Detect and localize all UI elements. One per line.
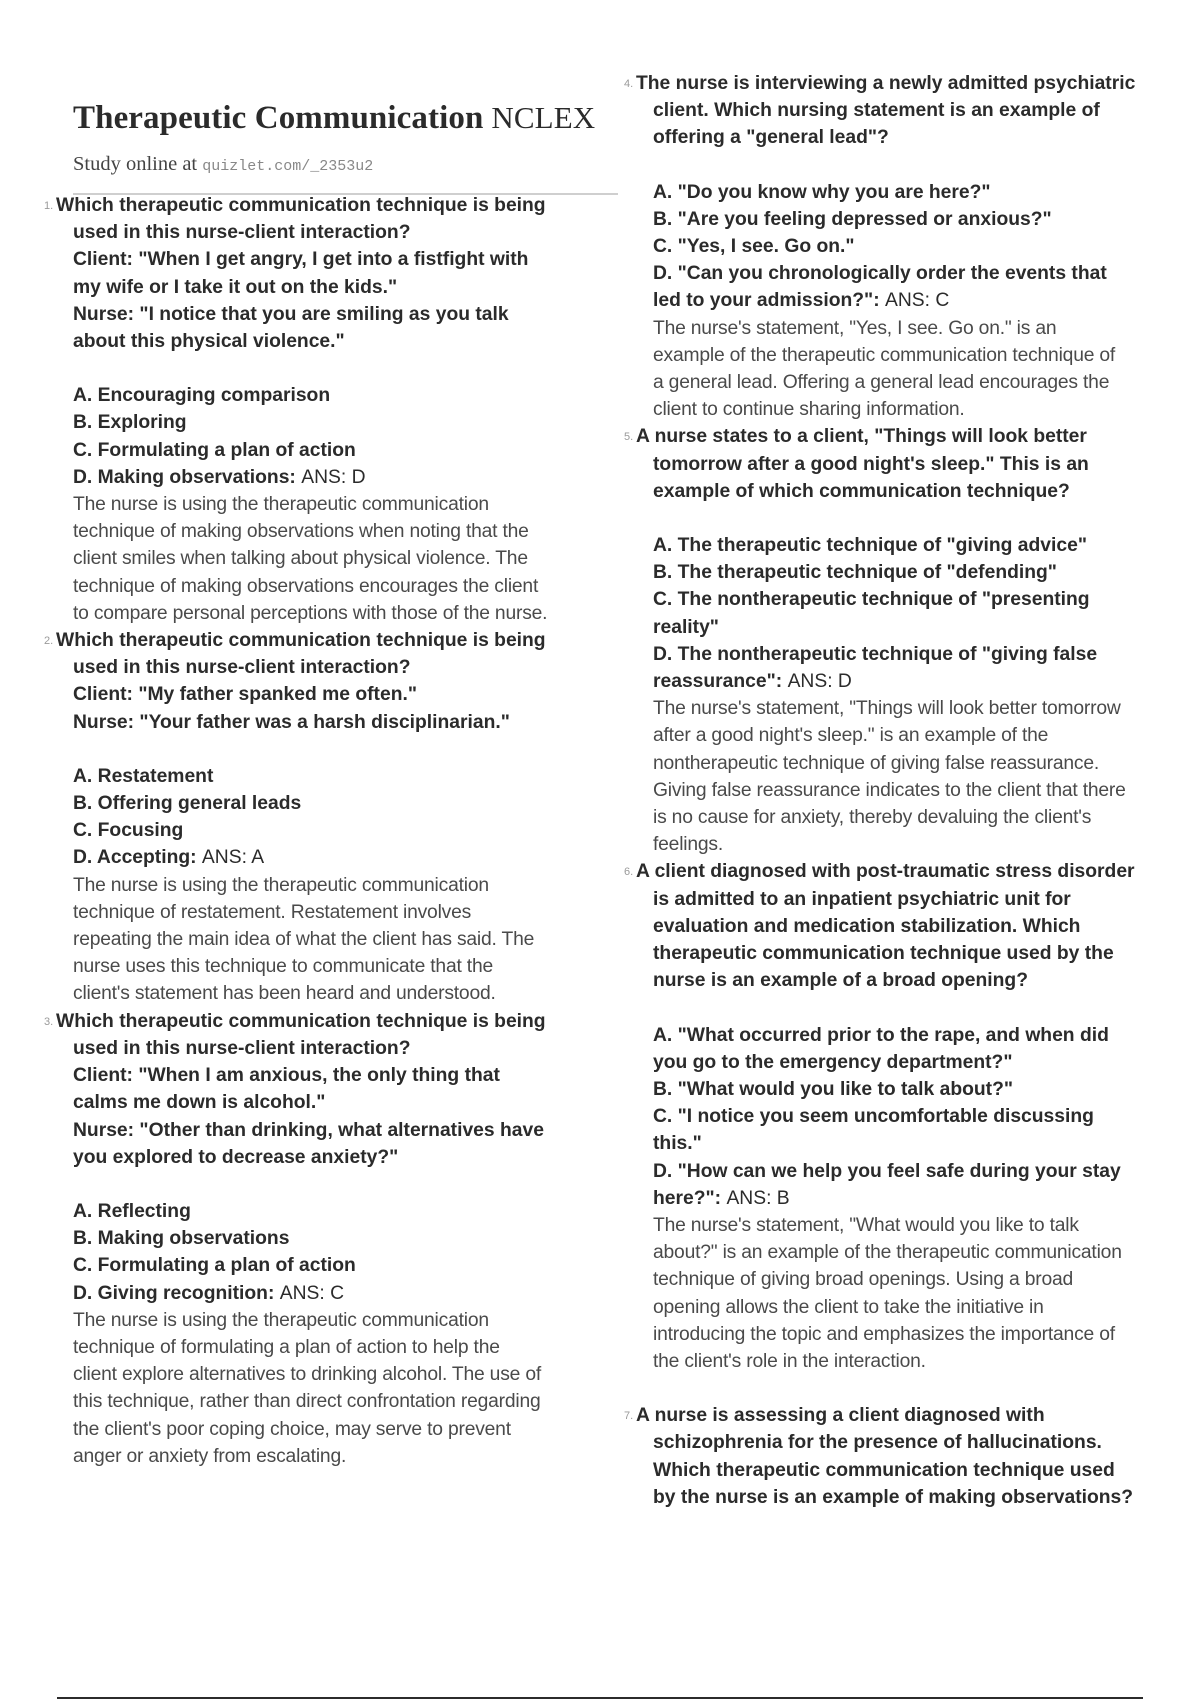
rationale-line: this technique, rather than direct confrontation regarding — [73, 1391, 541, 1413]
question-stem-line: Nurse: "Your father was a harsh disciplinarian." — [73, 711, 510, 733]
answer-options — [653, 1022, 1165, 1212]
rationale-line: The nurse's statement, "What would you like to talk — [653, 1214, 1079, 1236]
rationale-line: The nurse's statement, "Things will look better tomorrow — [653, 698, 1121, 720]
question-stem-line: by the nurse is an example of making observations? — [653, 1486, 1134, 1508]
question-stem-line: is admitted to an inpatient psychiatric unit for — [653, 888, 1071, 910]
answer-option: C. "I notice you seem uncomfortable discussing — [653, 1106, 1094, 1128]
rationale-line: nurse uses this technique to communicate that the — [73, 956, 493, 978]
rationale-line: feelings. — [653, 834, 724, 856]
answer-option: B. Offering general leads — [73, 793, 302, 815]
answer-option-text: here?": — [653, 1187, 722, 1209]
answer-option: D. "Can you chronologically order the events that — [653, 263, 1107, 285]
rationale-line: after a good night's sleep." is an example of the — [653, 725, 1049, 747]
question-stem-line: nurse is an example of a broad opening? — [653, 970, 1028, 992]
question-block — [624, 1402, 1165, 1511]
answer-options — [73, 382, 573, 491]
answer-option: A. Reflecting — [73, 1200, 191, 1222]
answer-option: A. "What occurred prior to the rape, and when did — [653, 1024, 1109, 1046]
question-stem-line: example of which communication technique? — [653, 480, 1070, 502]
answer-option: A. "Do you know why you are here?" — [653, 181, 991, 203]
question-stem-line: Client: "My father spanked me often." — [73, 684, 417, 706]
study-online-line — [73, 153, 618, 176]
question-stem-line: client. Which nursing statement is an example of — [653, 100, 1100, 122]
answer-option: reality" — [653, 616, 719, 638]
rationale-line: about?" is an example of the therapeutic communication — [653, 1242, 1122, 1264]
rationale-line: a general lead. Offering a general lead encourages the — [653, 372, 1110, 394]
rationale-line: The nurse is using the therapeutic communication — [73, 1309, 489, 1331]
question-number: 1. — [44, 200, 54, 212]
question-number: 3. — [44, 1015, 54, 1028]
answer-option — [653, 668, 1165, 695]
question-number: 7. — [624, 1410, 634, 1423]
rationale-line: technique of giving broad openings. Using a broad — [653, 1269, 1074, 1291]
question-stem-line: offering a "general lead"? — [653, 127, 889, 149]
answer-option: D. "How can we help you feel safe during your stay — [653, 1160, 1121, 1182]
rationale-line: technique of making observations when noting that the — [73, 521, 529, 543]
document-header — [73, 100, 618, 176]
question-stem-line: Client: "When I get angry, I get into a fistfight with — [73, 249, 529, 271]
rationale-line: client explore alternatives to drinking alcohol. The use of — [73, 1364, 542, 1386]
rationale-line: technique of formulating a plan of action to help the — [73, 1336, 500, 1358]
question-stem-line: A nurse is assessing a client diagnosed with — [636, 1405, 1045, 1427]
answer-option-text: D. Making observations: — [73, 466, 296, 488]
rationale-line: technique of restatement. Restatement involves — [73, 901, 472, 923]
question-block — [44, 627, 573, 1008]
rationale-line: the client's role in the interaction. — [653, 1350, 926, 1372]
answer-option — [73, 464, 573, 491]
answer-option: C. Focusing — [73, 820, 184, 842]
study-url: quizlet.com/_2353u2 — [202, 158, 374, 175]
answer-option: B. "What would you like to talk about?" — [653, 1078, 1013, 1100]
answer-option: you go to the emergency department?" — [653, 1051, 1013, 1073]
question-stem-line: A nurse states to a client, "Things will look better — [636, 426, 1087, 448]
answer-option — [653, 287, 1165, 314]
question-stem-line: calms me down is alcohol." — [73, 1092, 326, 1114]
rationale-line: client smiles when talking about physical violence. The — [73, 548, 528, 570]
rationale-line: example of the therapeutic communication technique of — [653, 344, 1116, 366]
answer-option — [73, 1280, 573, 1307]
answer-option-text: D. Accepting: — [73, 847, 197, 869]
rationale-line: nontherapeutic technique of giving false reassurance. — [653, 752, 1100, 774]
question-stem-line: Nurse: "I notice that you are smiling as you talk — [73, 303, 509, 325]
question-stem-line: used in this nurse-client interaction? — [73, 1037, 411, 1059]
answer-option-text: D. Giving recognition: — [73, 1282, 275, 1304]
question-block — [624, 70, 1165, 423]
study-prefix: Study online at — [73, 153, 198, 175]
answer-option: D. The nontherapeutic technique of "giving false — [653, 643, 1098, 665]
answer-option — [73, 844, 573, 871]
question-number: 2. — [44, 635, 54, 648]
question-stem-line: Nurse: "Other than drinking, what alternatives have — [73, 1119, 544, 1141]
title-suffix: NCLEX — [491, 100, 596, 135]
footer-divider — [57, 1697, 1143, 1699]
answer-key: ANS: A — [201, 847, 265, 869]
rationale-line: client to continue sharing information. — [653, 399, 965, 421]
rationale-line: repeating the main idea of what the client has said. The — [73, 929, 535, 951]
rationale-line: introducing the topic and emphasizes the importance of — [653, 1323, 1115, 1345]
question-number: 6. — [624, 866, 634, 879]
answer-option: B. "Are you feeling depressed or anxious?" — [653, 208, 1052, 230]
answer-option: B. Exploring — [73, 412, 187, 434]
question-stem-line: used in this nurse-client interaction? — [73, 222, 411, 244]
spacer — [653, 1375, 1165, 1402]
question-block — [624, 423, 1165, 858]
question-stem-line: therapeutic communication technique used by the — [653, 943, 1114, 965]
question-stem-line: tomorrow after a good night's sleep." This is an — [653, 453, 1089, 475]
rationale-line: anger or anxiety from escalating. — [73, 1445, 347, 1467]
answer-key: ANS: C — [279, 1282, 345, 1304]
answer-key: ANS: B — [726, 1187, 790, 1209]
answer-option: B. The therapeutic technique of "defending" — [653, 562, 1057, 584]
answer-option: A. Restatement — [73, 765, 214, 787]
question-stem-line: Which therapeutic communication technique is being — [56, 1010, 546, 1032]
answer-option-text: reassurance": — [653, 671, 783, 693]
question-stem-line: Which therapeutic communication technique is being — [56, 630, 546, 652]
answer-key: ANS: D — [787, 671, 852, 693]
title-main: Therapeutic Communication — [73, 100, 484, 136]
rationale-line: client's statement has been heard and understood. — [73, 983, 496, 1005]
answer-option: C. "Yes, I see. Go on." — [653, 236, 855, 258]
answer-key: ANS: D — [301, 466, 366, 488]
answer-options — [653, 532, 1165, 695]
answer-option: A. Encouraging comparison — [73, 385, 331, 407]
answer-option: A. The therapeutic technique of "giving advice" — [653, 535, 1087, 557]
question-block — [624, 858, 1165, 1375]
answer-option: C. Formulating a plan of action — [73, 439, 356, 461]
question-stem-line: my wife or I take it out on the kids." — [73, 276, 398, 298]
answer-options — [73, 763, 573, 872]
answer-option-text: led to your admission?": — [653, 290, 880, 312]
answer-option: C. The nontherapeutic technique of "presenting — [653, 589, 1090, 611]
rationale-line: to compare personal perceptions with those of the nurse. — [73, 602, 548, 624]
rationale-line: The nurse's statement, "Yes, I see. Go on." is an — [653, 317, 1057, 339]
answer-key: ANS: C — [884, 290, 950, 312]
answer-options — [653, 179, 1165, 315]
rationale-line: Giving false reassurance indicates to the client that there — [653, 779, 1126, 801]
answer-option — [653, 1185, 1165, 1212]
answer-option: this." — [653, 1133, 702, 1155]
rationale-line: The nurse is using the therapeutic communication — [73, 874, 489, 896]
answer-option: B. Making observations — [73, 1228, 290, 1250]
question-stem-line: you explored to decrease anxiety?" — [73, 1146, 399, 1168]
question-number: 5. — [624, 431, 634, 444]
rationale-line: the client's poor coping choice, may serve to prevent — [73, 1418, 511, 1440]
right-column — [624, 70, 1165, 1511]
rationale-line: opening allows the client to take the initiative in — [653, 1296, 1044, 1318]
page-title — [73, 100, 618, 137]
rationale-line: The nurse is using the therapeutic communication — [73, 494, 489, 516]
question-block — [44, 1008, 573, 1470]
question-stem-line: used in this nurse-client interaction? — [73, 657, 411, 679]
question-stem-line: schizophrenia for the presence of hallucinations. — [653, 1432, 1102, 1454]
question-stem-line: The nurse is interviewing a newly admitted psychiatric — [636, 73, 1136, 94]
rationale-line: is no cause for anxiety, thereby devaluing the client's — [653, 807, 1092, 829]
question-stem-line: about this physical violence." — [73, 331, 345, 353]
rationale-line: technique of making observations encourages the client — [73, 575, 539, 597]
question-stem-line: evaluation and medication stabilization. Which — [653, 915, 1081, 937]
answer-options — [73, 1198, 573, 1307]
question-stem-line: A client diagnosed with post-traumatic stress disorder — [636, 861, 1135, 883]
left-column — [44, 192, 573, 1470]
question-number: 4. — [624, 78, 634, 90]
question-stem-line: Which therapeutic communication technique used — [653, 1459, 1115, 1481]
question-stem-line: Which therapeutic communication technique is being — [56, 195, 546, 216]
question-block — [44, 192, 573, 627]
question-stem-line: Client: "When I am anxious, the only thing that — [73, 1065, 500, 1087]
answer-option: C. Formulating a plan of action — [73, 1255, 356, 1277]
